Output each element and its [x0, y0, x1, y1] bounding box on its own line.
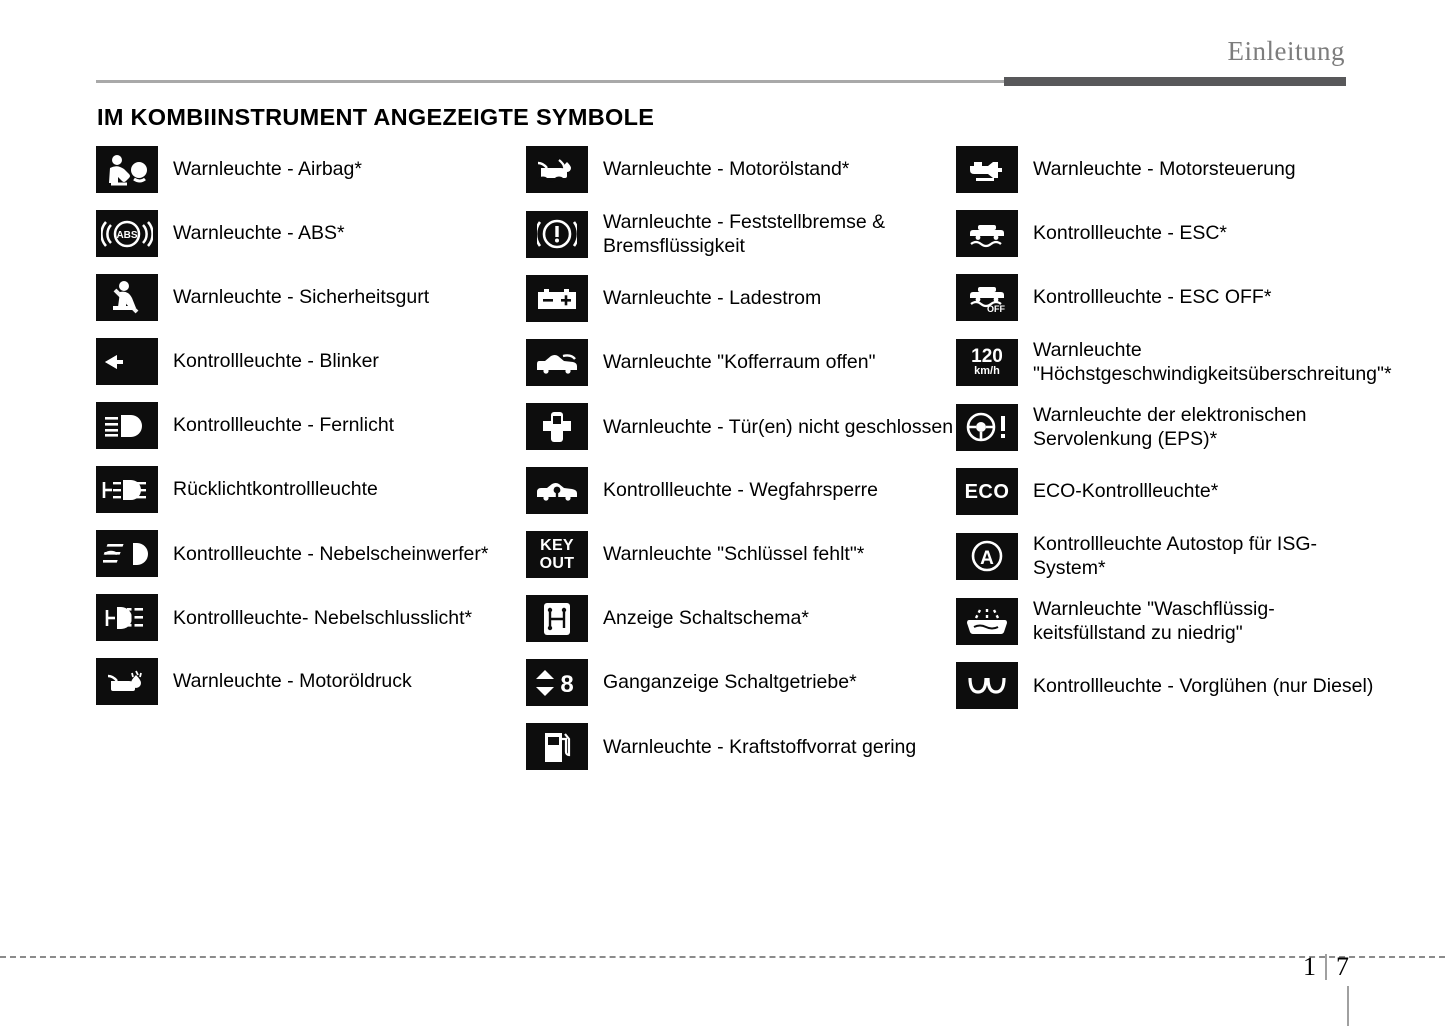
list-item	[526, 403, 956, 450]
list-item-label: Kontrollleuchte - Fernlicht	[173, 414, 395, 436]
list-item-label: Warnleuchte - Sicherheitsgurt	[173, 286, 430, 308]
page-number-value: 7	[1336, 952, 1349, 981]
list-item	[96, 466, 526, 513]
list-item	[526, 659, 956, 706]
page-header	[0, 36, 1445, 88]
list-item-label: Kontrollleuchte - Vorglühen (nur Diesel)	[1033, 674, 1374, 697]
list-item	[526, 531, 956, 578]
oil-pressure-icon	[96, 658, 158, 705]
esc-off-icon	[956, 274, 1018, 321]
oil-level-icon	[526, 146, 588, 193]
list-item-label: Warnleuchte - Tür(en) nicht geschlossen	[603, 415, 954, 438]
list-item-label: Kontrollleuchte - Wegfahrsperre	[603, 479, 878, 501]
list-item-label: Rücklichtkontrollleuchte	[173, 478, 378, 500]
parking-brake-icon	[526, 211, 588, 258]
list-item-label: Kontrollleuchte - Blinker	[173, 350, 379, 372]
list-item	[526, 146, 956, 193]
svg-text:ABS: ABS	[116, 229, 138, 241]
svg-text:OFF: OFF	[987, 303, 1005, 313]
battery-charge-icon	[526, 275, 588, 322]
list-item	[956, 210, 1376, 257]
list-item-label: Kontrollleuchte - ESC*	[1033, 222, 1228, 244]
key-out-icon	[526, 531, 588, 578]
list-item-label: Warnleuchte - Ladestrom	[603, 287, 822, 309]
eco-icon-text: ECO	[964, 480, 1010, 503]
column-left	[96, 146, 526, 787]
low-fuel-icon	[526, 723, 588, 770]
gear-indicator-icon	[526, 659, 588, 706]
list-item	[956, 468, 1376, 515]
list-item	[96, 338, 526, 385]
chapter-number: 1	[1303, 952, 1316, 981]
list-item	[96, 658, 526, 705]
list-item	[96, 146, 526, 193]
list-item-label: Warnleuchte - Motorölstand*	[603, 158, 850, 180]
page-number	[1303, 952, 1349, 982]
overspeed-value: 120	[971, 346, 1003, 367]
list-item-label: Kontrollleuchte Autostop für ISG-System*	[1033, 533, 1317, 579]
door-open-icon	[526, 403, 588, 450]
list-item-label: Ganganzeige Schaltgetriebe*	[603, 671, 857, 693]
list-item-label: Warnleuchte - Feststellbremse & Bremsflüssigkeit	[603, 211, 886, 257]
list-item-label: Warnleuchte - Motoröldruck	[173, 670, 412, 692]
washer-fluid-icon	[956, 598, 1018, 645]
high-beam-icon	[96, 402, 158, 449]
list-item	[526, 210, 956, 258]
overspeed-icon	[956, 339, 1018, 386]
page-number-separator	[1325, 954, 1327, 980]
column-middle	[526, 146, 956, 787]
footer-divider	[0, 956, 1445, 958]
list-item-label: Warnleuchte "Höchstgeschwindigkeitsüberschreitung"*	[1033, 339, 1392, 385]
header-title: Einleitung	[1227, 36, 1345, 66]
list-item-label: Warnleuchte "Kofferraum offen"	[603, 351, 876, 373]
rear-fog-light-icon	[96, 594, 158, 641]
page-title: IM KOMBIINSTRUMENT ANGEZEIGTE SYMBOLE	[97, 104, 655, 130]
list-item	[956, 403, 1376, 451]
list-item	[526, 595, 956, 642]
list-item-label: Kontrollleuchte - ESC OFF*	[1033, 286, 1272, 308]
eco-icon	[956, 468, 1018, 515]
shift-pattern-icon	[526, 595, 588, 642]
svg-text:A: A	[980, 548, 994, 569]
list-item	[526, 339, 956, 386]
list-item-label: Warnleuchte - Motorsteuerung	[1033, 158, 1296, 180]
column-right	[956, 146, 1392, 787]
list-item	[956, 274, 1376, 321]
list-item	[956, 532, 1376, 580]
list-item-label: Warnleuchte - Airbag*	[173, 158, 362, 180]
list-item-label: Warnleuchte "Waschflüssig-keitsfüllstand zu niedrig"	[1033, 598, 1275, 644]
airbag-warning-icon	[96, 146, 158, 193]
list-item	[96, 594, 526, 641]
list-item	[96, 402, 526, 449]
list-item-label: Anzeige Schaltschema*	[603, 607, 809, 629]
glow-plug-icon	[956, 662, 1018, 709]
list-item-label: ECO-Kontrollleuchte*	[1033, 480, 1219, 502]
front-fog-light-icon	[96, 530, 158, 577]
list-item-label: Warnleuchte "Schlüssel fehlt"*	[603, 543, 865, 565]
list-item-label: Warnleuchte der elektronischen Servolenkung (EPS)*	[1033, 404, 1307, 450]
key-out-icon-text: KEY OUT	[539, 536, 575, 572]
list-item	[956, 338, 1392, 386]
footer-tab-mark	[1347, 986, 1349, 1026]
autostop-isg-icon	[956, 533, 1018, 580]
list-item	[96, 210, 526, 257]
header-rule-accent	[1004, 77, 1346, 86]
esc-icon	[956, 210, 1018, 257]
seatbelt-warning-icon	[96, 274, 158, 321]
list-item	[526, 467, 956, 514]
abs-warning-icon	[96, 210, 158, 257]
list-item-label: Kontrollleuchte- Nebelschlusslicht*	[173, 606, 473, 629]
symbol-columns	[0, 146, 1445, 787]
tail-light-icon	[96, 466, 158, 513]
list-item-label: Warnleuchte - Kraftstoffvorrat gering	[603, 735, 917, 758]
list-item	[96, 274, 526, 321]
list-item	[526, 723, 956, 770]
list-item	[96, 530, 526, 577]
eps-icon	[956, 404, 1018, 451]
list-item-label: Warnleuchte - ABS*	[173, 222, 345, 244]
list-item	[956, 597, 1376, 645]
list-item	[956, 146, 1376, 193]
trunk-open-icon	[526, 339, 588, 386]
immobilizer-icon	[526, 467, 588, 514]
list-item	[526, 275, 956, 322]
engine-check-icon	[956, 146, 1018, 193]
overspeed-unit: km/h	[974, 365, 1000, 377]
list-item	[956, 662, 1376, 709]
turn-signal-icon	[96, 338, 158, 385]
list-item-label: Kontrollleuchte - Nebelscheinwerfer*	[173, 542, 489, 565]
svg-text:8: 8	[560, 670, 574, 698]
